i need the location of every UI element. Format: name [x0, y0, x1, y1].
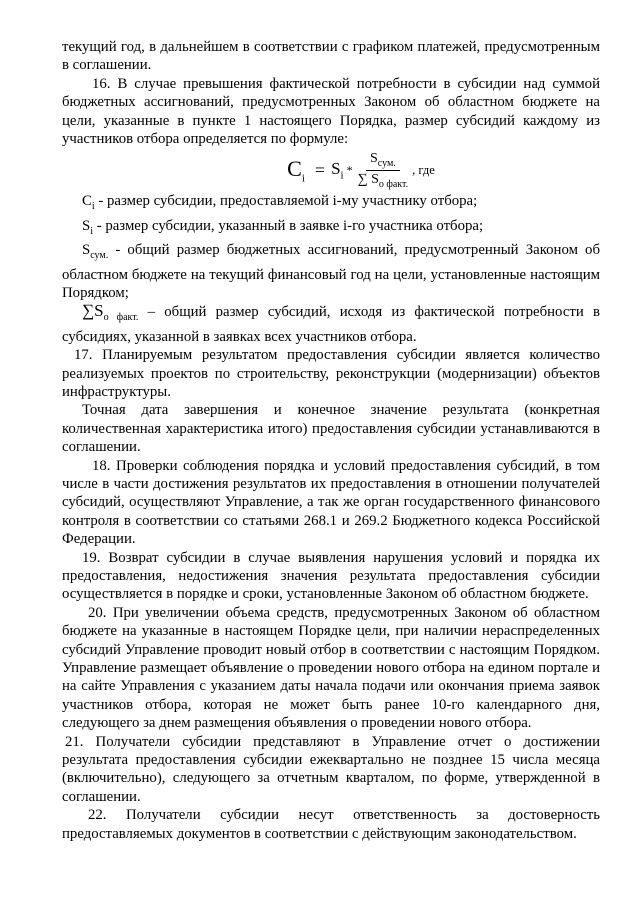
paragraph-19: 19. Возврат субсидии в случае выявления нарушения условий и порядка их предоставления, недостижения значения результата предоставления субсидии осуществляется в порядке и сроки, установленные Законом об областном бюджете. [62, 549, 600, 603]
formula-numerator: $S_{сум.}$ [366, 151, 400, 171]
formula-equals: = [314, 159, 326, 180]
definition-ci: $C_i$ - размер субсидии, предоставляемой i-му участнику отбора; [82, 193, 478, 213]
paragraph-18: 18. Проверки соблюдения порядка и условий предоставления субсидий, в том числе в части достижения результатов их предоставления в отношении получателей субсидий, осуществляют Управление, а так же орган государственного финансового контроля в соответствии со статьями 268.1 и 269.2 Бюджетного кодекса Российской Федерации. [62, 457, 600, 548]
formula-s: $S_i$ [331, 159, 344, 182]
paragraph-20: 20. При увеличении объема средств, предусмотренных Законом об областном бюджете на указанные в настоящем Порядке цели, при наличии нераспределенных субсидий Управление проводит новый отбор в соответствии с настоящим Порядком. Управление размещает объявление о проведении нового отбора на едином портале и на сайте Управления с указанием даты начала подачи или окончания приема заявок участников отбора, которая не может быть ранее 10-го календарного дня, следующего за днем размещения объявления о проведении нового отбора. [62, 604, 600, 732]
definition-sfact: $\sum S_{о факт.}$ – общий размер субсидий, исходя из фактической потребности в субсидиях, указанной в заявках всех участников отбора. [62, 301, 600, 345]
paragraph-21: 21. Получатели субсидии представляют в Управление отчет о достижении результата предоставления субсидии ежеквартально не позднее 15 числа месяца (включительно), следующего за отчетным кварталом, по форме, утвержденной в соглашении. [62, 733, 600, 805]
formula-fraction [358, 151, 409, 190]
paragraph-17: 17. Планируемым результатом предоставления субсидии является количество реализуемых проектов по строительству, реконструкции (модернизации) объектов инфраструктуры. [62, 347, 600, 400]
paragraph-16: 16. В случае превышения фактической потребности в субсидии над суммой бюджетных ассигнований, предусмотренных Законом об областном бюджете на цели, указанные в пункте 1 настоящего Порядка, размер субсидий каждому из участников отбора определяется по формуле: [62, 75, 600, 148]
formula-where: , где [412, 162, 435, 177]
formula-denominator: ∑ $S_{о факт.}$ [357, 171, 409, 190]
formula-multiply: * [346, 162, 353, 177]
subsidy-formula [62, 148, 600, 192]
paragraph-22: 22. Получатели субсидии несут ответственность за достоверность предоставляемых документов в соответствии с действующим законодательством. [62, 807, 600, 842]
paragraph-17-result: Точная дата завершения и конечное значение результата (конкретная количественная характеристика итого) предоставления субсидии устанавливаются в соглашении. [62, 402, 600, 456]
paragraph-continuation: текущий год, в дальнейшем в соответствии с графиком платежей, предусмотренным в соглашении. [62, 39, 600, 74]
document-page [62, 38, 600, 843]
definition-si: $S_i$ - размер субсидии, указанный в заявке i-го участника отбора; [82, 217, 484, 237]
formula-c: $C_i$ [287, 156, 305, 185]
definition-ssum: $S_{сум.}$ - общий размер бюджетных ассигнований, предусмотренный Законом об областном бюджете на текущий финансовый год на цели, установленные настоящим Порядком; [62, 242, 600, 301]
